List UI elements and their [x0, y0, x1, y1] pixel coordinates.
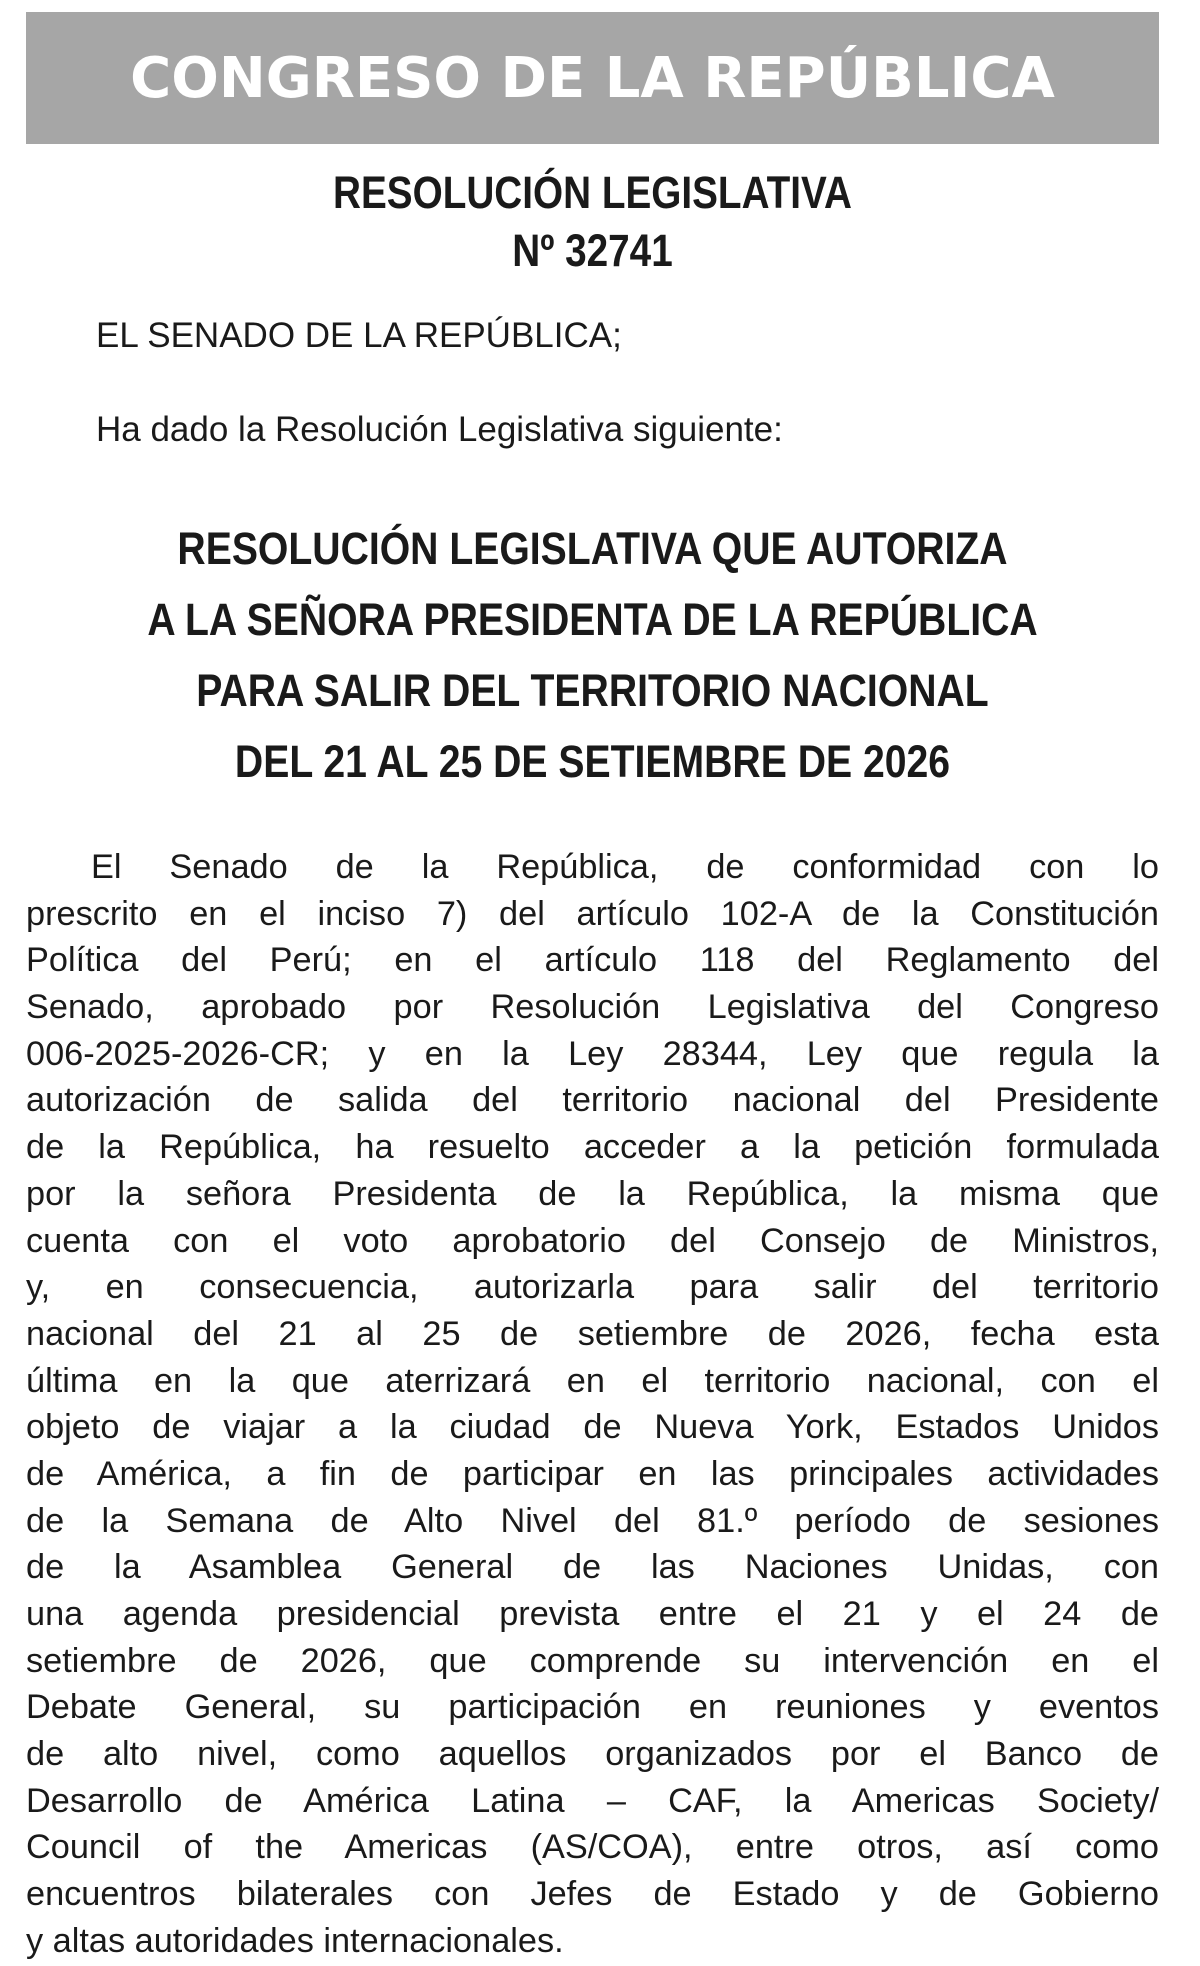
resolution-body-paragraph [26, 844, 1159, 1965]
body-line: objeto de viajar a la ciudad de Nueva York, Estados Unidos [26, 1408, 1159, 1447]
title-line: A LA SEÑORA PRESIDENTA DE LA REPÚBLICA [147, 594, 1038, 645]
document-page [26, 12, 1159, 1965]
body-line: Desarrollo de América Latina – CAF, la Americas Society/ [26, 1781, 1159, 1820]
title-line: PARA SALIR DEL TERRITORIO NACIONAL [196, 665, 989, 716]
resolution-type: RESOLUCIÓN LEGISLATIVA [333, 167, 852, 218]
preamble-line: Ha dado la Resolución Legislativa siguiente: [96, 410, 783, 449]
body-line: Debate General, su participación en reuniones y eventos [26, 1688, 1159, 1727]
body-line: de América, a fin de participar en las principales actividades [26, 1454, 1159, 1493]
body-line: por la señora Presidenta de la República, la misma que [26, 1174, 1159, 1213]
body-line: de la Asamblea General de las Naciones Unidas, con [26, 1548, 1159, 1587]
body-line: Senado, aprobado por Resolución Legislativa del Congreso [26, 988, 1159, 1027]
title-line: DEL 21 AL 25 DE SETIEMBRE DE 2026 [234, 736, 951, 787]
body-line: de la República, ha resuelto acceder a la petición formulada [26, 1128, 1159, 1167]
intro-block [26, 315, 1159, 451]
body-line: y, en consecuencia, autorizarla para salir del territorio [26, 1268, 1159, 1307]
body-line: autorización de salida del territorio nacional del Presidente [26, 1081, 1159, 1120]
resolution-heading [105, 164, 1079, 280]
body-line: prescrito en el inciso 7) del artículo 102-A de la Constitución [26, 894, 1159, 933]
section-banner [26, 12, 1159, 144]
resolution-title [100, 513, 1086, 797]
body-line: El Senado de la República, de conformidad con lo [91, 848, 1159, 886]
body-line: una agenda presidencial prevista entre el 21 y el 24 de [26, 1595, 1159, 1633]
body-line: de la Semana de Alto Nivel del 81.º período de sesiones [26, 1501, 1159, 1540]
body-line: y altas autoridades internacionales. [26, 1921, 564, 1960]
body-line: última en la que aterrizará en el territorio nacional, con el [26, 1361, 1159, 1400]
body-line: setiembre de 2026, que comprende su intervención en el [26, 1641, 1159, 1680]
body-line: cuenta con el voto aprobatorio del Consejo de Ministros, [26, 1221, 1159, 1260]
body-line: 006-2025-2026-CR; y en la Ley 28344, Ley que regula la [26, 1034, 1159, 1073]
issuer-line: EL SENADO DE LA REPÚBLICA; [96, 316, 622, 355]
body-line: encuentros bilaterales con Jefes de Estado y de Gobierno [26, 1875, 1159, 1914]
title-line: RESOLUCIÓN LEGISLATIVA QUE AUTORIZA [177, 523, 1008, 574]
body-line: Council of the Americas (AS/COA), entre otros, así como [26, 1828, 1159, 1867]
body-line: de alto nivel, como aquellos organizados por el Banco de [26, 1735, 1159, 1774]
resolution-number: Nº 32741 [512, 225, 673, 276]
section-banner-text: CONGRESO DE LA REPÚBLICA [130, 45, 1055, 111]
body-line: Política del Perú; en el artículo 118 del Reglamento del [26, 941, 1159, 980]
body-line: nacional del 21 al 25 de setiembre de 2026, fecha esta [26, 1314, 1159, 1353]
